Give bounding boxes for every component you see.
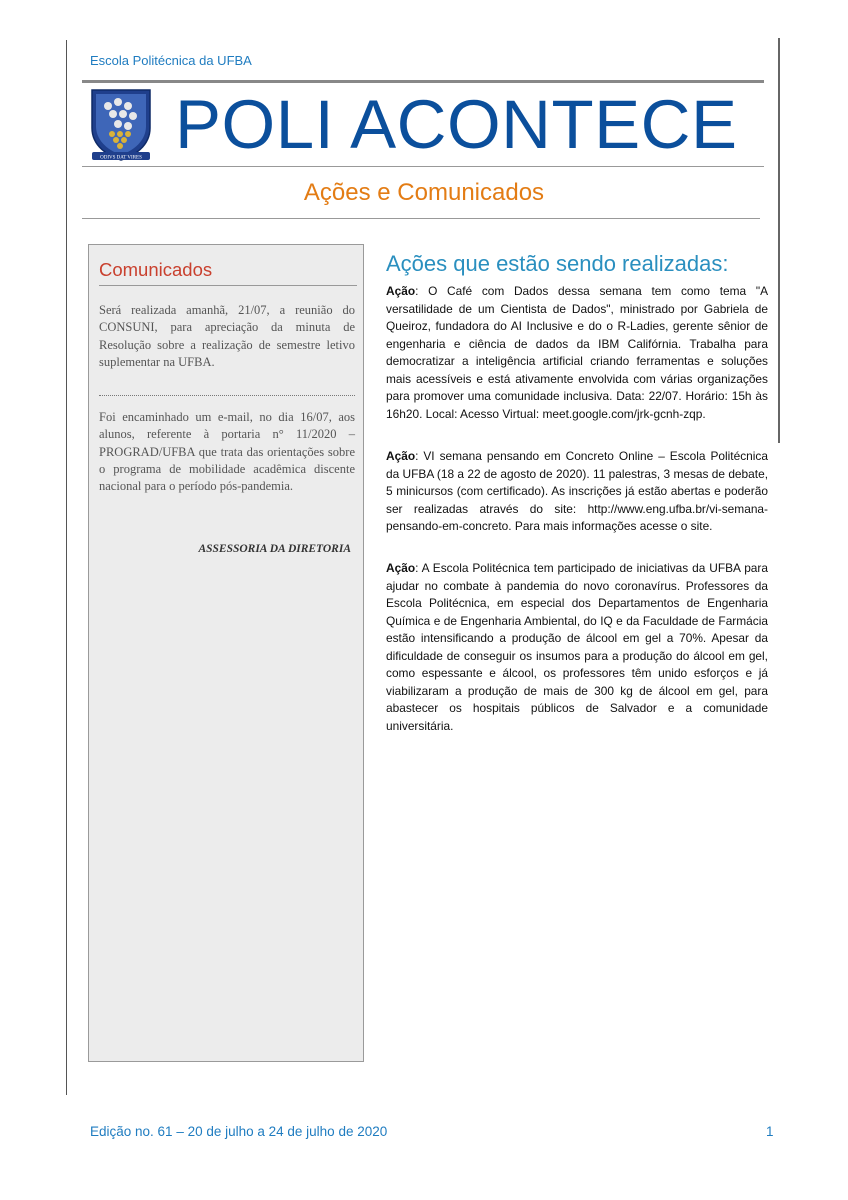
- masthead-rule: [82, 166, 764, 167]
- communications-sidebar: [88, 244, 364, 1062]
- action-label: Ação: [386, 449, 416, 463]
- svg-text:ODIVS DAT VIRES: ODIVS DAT VIRES: [100, 155, 142, 161]
- action-article-1: [386, 283, 768, 423]
- school-name: Escola Politécnica da UFBA: [90, 53, 252, 68]
- action-text: : A Escola Politécnica tem participado de iniciativas da UFBA para ajudar no combate à pandemia do novo coronavírus. Professores da Escola Politécnica, em especial dos Departamentos de Engenharia Química e de Engenharia Ambiental, do IQ e da Faculdade de Farmácia estão intensificando a produção de álcool em gel a 70%. Apesar da dificuldade de conseguir os insumos para a produção do álcool em gel, como espessante e álcool, os professores têm unido esforços e já viabilizaram a produção de mais de 300 kg de álcool em gel, para abastecer os hospitais públicos de Salvador e a comunidade universitária.: [386, 561, 768, 733]
- action-article-2: [386, 448, 768, 536]
- section-subtitle: Ações e Comunicados: [303, 179, 545, 206]
- sidebar-title: Comunicados: [99, 259, 213, 280]
- sidebar-paragraph-1: Será realizada amanhã, 21/07, a reunião do CONSUNI, para apreciação da minuta de Resolução sobre a realização de semestre letivo suplementar na UFBA.: [99, 303, 355, 369]
- ufba-crest-logo: [88, 88, 154, 162]
- action-label: Ação: [386, 284, 416, 298]
- action-article-3: [386, 560, 768, 735]
- sidebar-signature: ASSESSORIA DA DIRETORIA: [198, 543, 351, 555]
- sidebar-title-rule: [99, 285, 357, 286]
- actions-heading: Ações que estão sendo realizadas:: [386, 251, 729, 276]
- subtitle-rule: [82, 218, 760, 219]
- action-label: Ação: [386, 561, 416, 575]
- edition-footer: Edição no. 61 – 20 de julho a 24 de julho de 2020: [90, 1124, 388, 1139]
- page-number: 1: [766, 1124, 774, 1139]
- sidebar-paragraph-2: Foi encaminhado um e-mail, no dia 16/07, aos alunos, referente à portaria n° 11/2020 – PROGRAD/UFBA que trata das orientações sobre o programa de mobilidade acadêmica discente nacional para o período pós-pandemia.: [99, 410, 355, 494]
- right-margin-line: [778, 38, 780, 443]
- masthead-title: POLI ACONTECE: [175, 86, 738, 163]
- sidebar-dotted-divider: [99, 395, 355, 396]
- action-text: : VI semana pensando em Concreto Online – Escola Politécnica da UFBA (18 a 22 de agosto de 2020). 11 palestras, 3 mesas de debate, 5 minicursos (com certificado). As inscrições já estão abertas e poderão ser realizadas através do site: http://www.eng.ufba.br/vi-semana-pensando-em-concreto. Para mais informações acesse o site.: [386, 449, 768, 533]
- action-text: : O Café com Dados dessa semana tem como tema "A versatilidade de um Cientista de Dados", ministrado por Gabriela de Queiroz, fundadora do AI Inclusive e do o R-Ladies, gerente sênior de engenharia e ciência de dados da IBM Califórnia. Trabalha para democratizar a inteligência artificial criando ferramentas e soluções mais acessíveis e está ativamente envolvida com várias organizações para promover uma comunidade inclusiva. Data: 22/07. Horário: 15h às 16h20. Local: Acesso Virtual: meet.google.com/jrk-gcnh-zqp.: [386, 284, 768, 421]
